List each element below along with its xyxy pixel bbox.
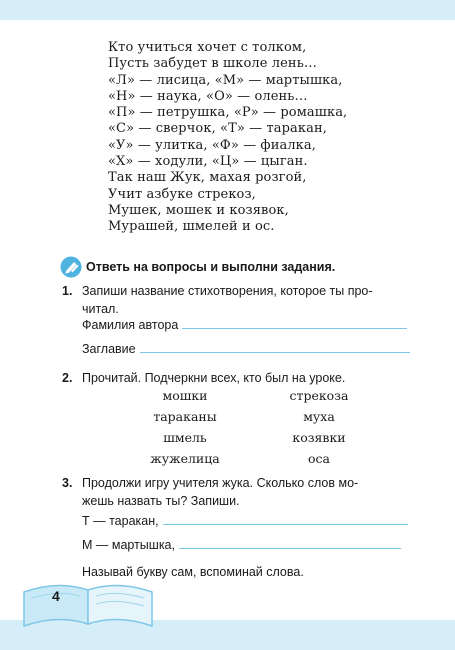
task-text <box>82 474 427 510</box>
task-text <box>82 282 427 318</box>
instruction-text: Ответь на вопросы и выполни задания. <box>86 260 336 274</box>
task-number: 2. <box>62 371 73 385</box>
task-text <box>82 369 427 387</box>
task-text-line: читал. <box>82 302 119 316</box>
page-number: 4 <box>52 588 60 604</box>
word-item[interactable]: стрекоза <box>289 388 349 403</box>
field-label: Фамилия автора <box>82 318 179 332</box>
poem-line: Пусть забудет в школе лень… <box>108 56 317 72</box>
t-answer-line[interactable] <box>163 523 408 525</box>
word-item[interactable]: оса <box>308 451 330 466</box>
poem-line: «П» — петрушка, «Р» — ромашка, <box>108 105 348 121</box>
instruction <box>60 257 335 277</box>
field-label: Т — таракан, <box>82 514 159 528</box>
task-number: 3. <box>62 476 73 490</box>
task-text-line: Прочитай. Подчеркни всех, кто был на уроке. <box>82 371 346 385</box>
m-answer-line[interactable] <box>179 547 401 549</box>
poem-line: Так наш Жук, махая розгой, <box>108 170 307 186</box>
task-text-line: жешь назвать ты? Запиши. <box>82 494 240 508</box>
task-text-line: Продолжи игру учителя жука. Сколько слов мо- <box>82 476 359 490</box>
task-text-line: Запиши название стихотворения, которое ты про- <box>82 284 373 298</box>
poem-line: «Х» — ходули, «Ц» — цыган. <box>108 154 308 170</box>
top-band <box>0 0 455 20</box>
poem-line: Мушек, мошек и козявок, <box>108 202 289 218</box>
poem-line: «Л» — лисица, «М» — мартышка, <box>108 72 343 88</box>
title-field-row <box>82 342 410 356</box>
field-label: М — мартышка, <box>82 538 175 552</box>
poem <box>108 40 347 236</box>
author-field-row <box>82 318 407 332</box>
pencil-icon <box>60 256 82 278</box>
word-item[interactable]: мошки <box>162 388 208 403</box>
task-number: 1. <box>62 284 73 298</box>
book-icon <box>18 572 158 632</box>
word-item[interactable]: тараканы <box>153 409 217 424</box>
poem-line: Кто учиться хочет с толком, <box>108 40 307 55</box>
word-item[interactable]: муха <box>303 409 335 424</box>
poem-line: «С» — сверчок, «Т» — таракан, <box>108 121 327 137</box>
field-label: Заглавие <box>82 342 136 356</box>
poem-line: «Н» — наука, «О» — олень… <box>108 88 308 104</box>
word-item[interactable]: шмель <box>163 430 207 445</box>
task-hint: Называй букву сам, вспоминай слова. <box>82 565 304 579</box>
author-answer-line[interactable] <box>182 327 407 329</box>
poem-line: Учит азбуке стрекоз, <box>108 186 256 202</box>
t-field-row <box>82 514 408 528</box>
poem-line: «У» — улитка, «Ф» — фиалка, <box>108 137 316 153</box>
m-field-row <box>82 538 401 552</box>
word-item[interactable]: козявки <box>292 430 346 445</box>
title-answer-line[interactable] <box>140 351 410 353</box>
poem-line: Мурашей, шмелей и ос. <box>108 219 275 235</box>
word-item[interactable]: жужелица <box>150 451 220 466</box>
